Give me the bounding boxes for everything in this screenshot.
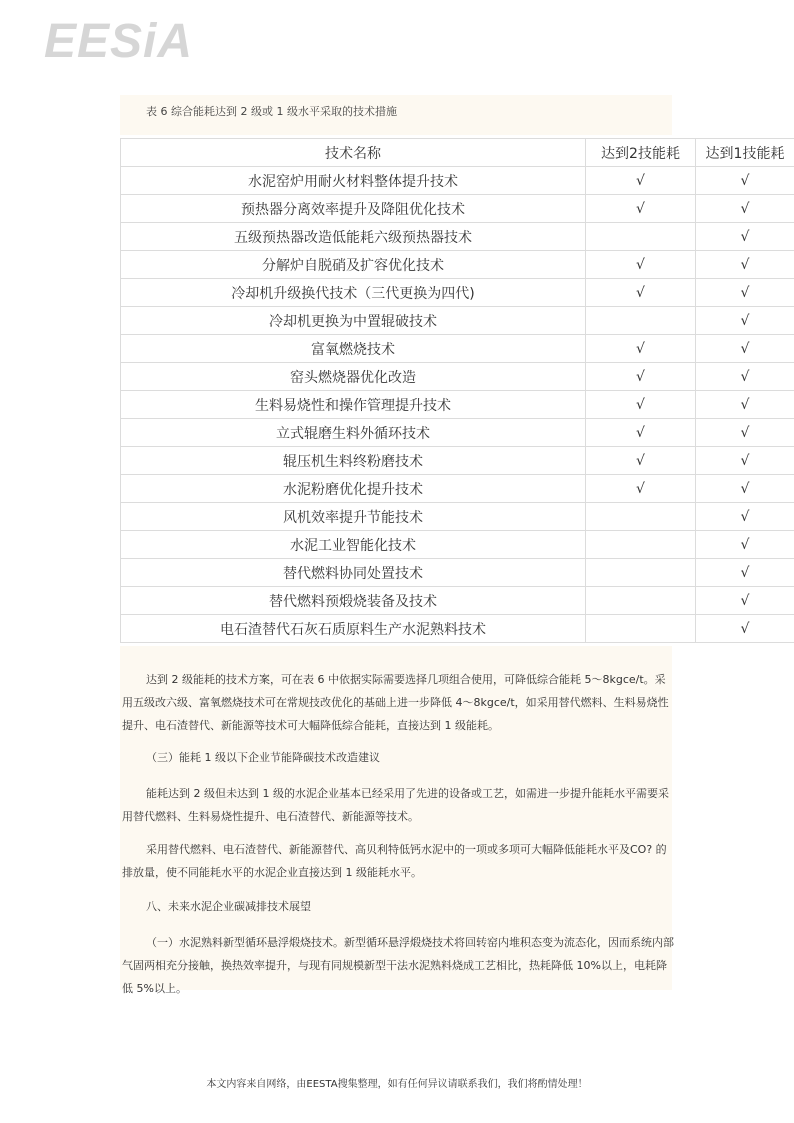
level1-check-cell: √ (696, 503, 794, 531)
level1-check-cell: √ (696, 251, 794, 279)
level1-check-cell: √ (696, 279, 794, 307)
table-row (121, 279, 794, 307)
level2-check-cell (586, 587, 696, 615)
paragraph-level2-plan: 达到 2 级能耗的技术方案，可在表 6 中依据实际需要选择几项组合使用，可降低综合能耗 5～8kgce/t。采用五级改六级、富氧燃烧技术可在常规技改优化的基础上进一步降低 4～8kgce/t，如采用替代燃料、生料易烧性提升、电石渣替代、新能源等技术可大幅降低综合能耗，直接达到 1 级能耗。 (122, 673, 669, 732)
technology-table (120, 138, 794, 643)
table-row (121, 447, 794, 475)
paragraph-level1-advice: 能耗达到 2 级但未达到 1 级的水泥企业基本已经采用了先进的设备或工艺，如需进一步提升能耗水平需要采用替代燃料、生料易烧性提升、电石渣替代、新能源等技术。 (122, 787, 669, 823)
level2-check-cell: √ (586, 335, 696, 363)
table-row (121, 251, 794, 279)
paragraph-suspension-calcining: （一）水泥熟料新型循环悬浮煅烧技术。新型循环悬浮煅烧技术将回转窑内堆积态变为流态化，因而系统内部气固两相充分接触，换热效率提升，与现有同规模新型干法水泥熟料烧成工艺相比，热耗降低 10%以上，电耗降低 5%以上。 (122, 936, 674, 995)
level1-check-cell: √ (696, 531, 794, 559)
tech-name-cell: 替代燃料预煅烧装备及技术 (121, 587, 586, 615)
section-heading-outlook: 八、未来水泥企业碳减排技术展望 (146, 900, 311, 913)
level2-check-cell: √ (586, 475, 696, 503)
table-row (121, 531, 794, 559)
level2-check-cell: √ (586, 279, 696, 307)
level2-check-cell (586, 559, 696, 587)
level2-check-cell (586, 223, 696, 251)
level2-check-cell: √ (586, 391, 696, 419)
tech-name-cell: 冷却机更换为中置辊破技术 (121, 307, 586, 335)
level1-check-cell: √ (696, 391, 794, 419)
tech-name-cell: 分解炉自脱硝及扩容优化技术 (121, 251, 586, 279)
tech-name-cell: 富氧燃烧技术 (121, 335, 586, 363)
level2-check-cell: √ (586, 167, 696, 195)
tech-name-cell: 预热器分离效率提升及降阻优化技术 (121, 195, 586, 223)
header-level2: 达到2技能耗 (586, 139, 696, 167)
table-row (121, 223, 794, 251)
footer-disclaimer: 本文内容来自网络，由EESTA搜集整理，如有任何异议请联系我们，我们将酌情处理！ (206, 1079, 588, 1090)
table-caption: 表 6 综合能耗达到 2 级或 1 级水平采取的技术措施 (146, 105, 397, 118)
eesia-logo: EESiA (44, 15, 194, 68)
table-row (121, 363, 794, 391)
level2-check-cell: √ (586, 251, 696, 279)
tech-name-cell: 辊压机生料终粉磨技术 (121, 447, 586, 475)
tech-name-cell: 生料易烧性和操作管理提升技术 (121, 391, 586, 419)
table-row (121, 391, 794, 419)
level1-check-cell: √ (696, 475, 794, 503)
tech-name-cell: 电石渣替代石灰石质原料生产水泥熟料技术 (121, 615, 586, 643)
tech-name-cell: 风机效率提升节能技术 (121, 503, 586, 531)
level2-check-cell: √ (586, 419, 696, 447)
tech-name-cell: 冷却机升级换代技术（三代更换为四代) (121, 279, 586, 307)
header-level1: 达到1技能耗 (696, 139, 794, 167)
table-row (121, 475, 794, 503)
table-row (121, 587, 794, 615)
level1-check-cell: √ (696, 587, 794, 615)
level2-check-cell (586, 503, 696, 531)
level1-check-cell: √ (696, 335, 794, 363)
table-row (121, 503, 794, 531)
table-row (121, 419, 794, 447)
tech-name-cell: 窑头燃烧器优化改造 (121, 363, 586, 391)
level2-check-cell (586, 531, 696, 559)
level2-check-cell (586, 307, 696, 335)
tech-name-cell: 水泥窑炉用耐火材料整体提升技术 (121, 167, 586, 195)
table-row (121, 559, 794, 587)
tech-name-cell: 立式辊磨生料外循环技术 (121, 419, 586, 447)
table-row (121, 615, 794, 643)
table-row (121, 307, 794, 335)
level1-check-cell: √ (696, 223, 794, 251)
level2-check-cell (586, 615, 696, 643)
level1-check-cell: √ (696, 195, 794, 223)
level1-check-cell: √ (696, 615, 794, 643)
section-heading-below-level1: （三）能耗 1 级以下企业节能降碳技术改造建议 (146, 751, 380, 764)
level2-check-cell: √ (586, 363, 696, 391)
tech-name-cell: 水泥工业智能化技术 (121, 531, 586, 559)
tech-name-cell: 水泥粉磨优化提升技术 (121, 475, 586, 503)
header-tech-name: 技术名称 (121, 139, 586, 167)
level1-check-cell: √ (696, 419, 794, 447)
level1-check-cell: √ (696, 167, 794, 195)
level2-check-cell: √ (586, 195, 696, 223)
table-row (121, 195, 794, 223)
table-header-row (121, 139, 794, 167)
level1-check-cell: √ (696, 307, 794, 335)
table-row (121, 167, 794, 195)
tech-name-cell: 替代燃料协同处置技术 (121, 559, 586, 587)
table-body (121, 167, 794, 643)
level1-check-cell: √ (696, 447, 794, 475)
level2-check-cell: √ (586, 447, 696, 475)
paragraph-alternatives: 采用替代燃料、电石渣替代、新能源替代、高贝利特低钙水泥中的一项或多项可大幅降低能耗水平及CO? 的排放量，使不同能耗水平的水泥企业直接达到 1 级能耗水平。 (122, 843, 667, 879)
level1-check-cell: √ (696, 559, 794, 587)
level1-check-cell: √ (696, 363, 794, 391)
table-row (121, 335, 794, 363)
tech-name-cell: 五级预热器改造低能耗六级预热器技术 (121, 223, 586, 251)
